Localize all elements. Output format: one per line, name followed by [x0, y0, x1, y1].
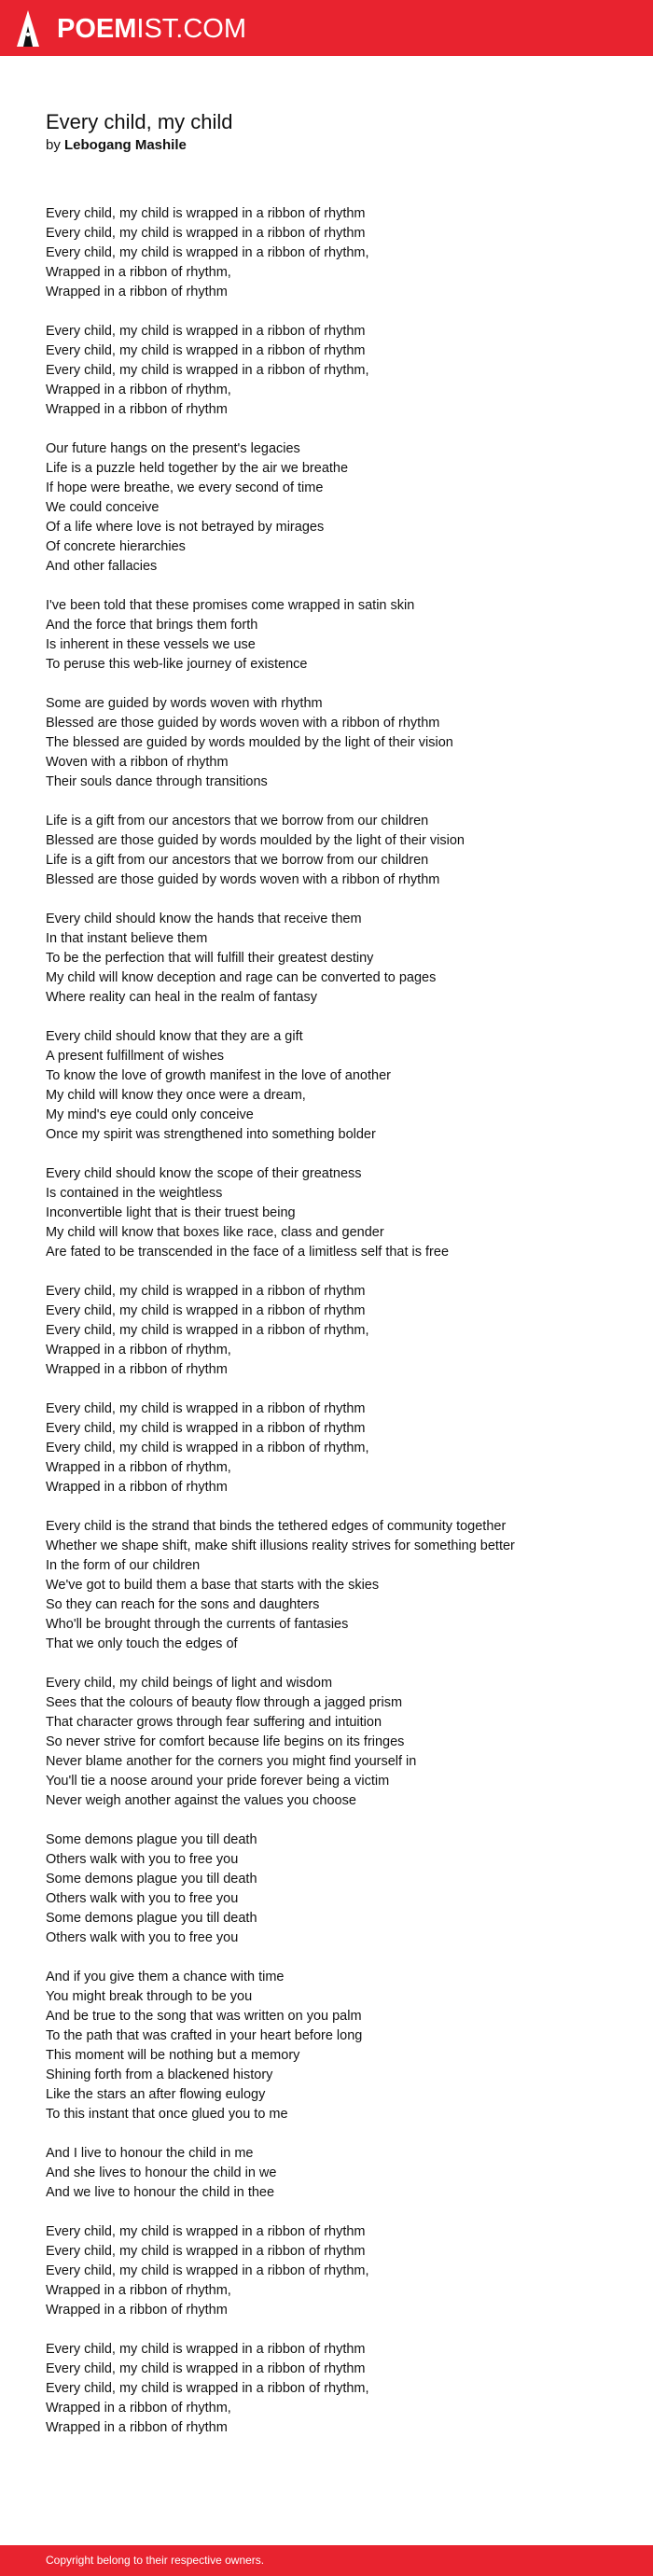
poem-line: Every child should know the hands that receive them [46, 912, 362, 926]
poem-line: Never weigh another against the values you choose [46, 1793, 356, 1808]
poem-line: Blessed are those guided by words woven with a ribbon of rhythm [46, 716, 440, 731]
poem-line: My mind's eye could only conceive [46, 1107, 254, 1122]
stanza [46, 694, 624, 792]
poem-line: Wrapped in a ribbon of rhythm, [46, 1343, 231, 1358]
site-logo[interactable] [57, 13, 246, 45]
poem-line: Every child, my child is wrapped in a ribbon of rhythm [46, 2244, 366, 2259]
poem-line: Whether we shape shift, make shift illusions reality strives for something better [46, 1539, 515, 1553]
author-name[interactable]: Lebogang Mashile [64, 137, 187, 153]
poem-line: Some demons plague you till death [46, 1832, 257, 1847]
poem-line: My child will know deception and rage can be converted to pages [46, 970, 437, 985]
poem-line: Every child, my child is wrapped in a ribbon of rhythm [46, 1421, 366, 1436]
poem-line: Wrapped in a ribbon of rhythm [46, 285, 228, 299]
poem-line: Every child, my child is wrapped in a ribbon of rhythm [46, 343, 366, 358]
poem-line: Their souls dance through transitions [46, 774, 268, 789]
poem-line: Every child, my child is wrapped in a ribbon of rhythm [46, 324, 366, 339]
stanza [46, 322, 624, 420]
poem-line: Life is a gift from our ancestors that we borrow from our children [46, 853, 429, 868]
poem-line: You might break through to be you [46, 1989, 253, 2004]
poem-line: Is inherent in these vessels we use [46, 637, 256, 652]
poem-line: Others walk with you to free you [46, 1891, 239, 1906]
logo-bold-text: POEM [57, 14, 137, 44]
stanza [46, 1674, 624, 1811]
stanza [46, 1968, 624, 2124]
poem-line: Once my spirit was strengthened into something bolder [46, 1127, 376, 1142]
poem-line: Every child should know the scope of their greatness [46, 1166, 362, 1181]
poem-line: Wrapped in a ribbon of rhythm, [46, 265, 231, 280]
poem-line: And other fallacies [46, 559, 158, 574]
stanza [46, 1164, 624, 1262]
stanza [46, 1399, 624, 1497]
poem-line: Wrapped in a ribbon of rhythm [46, 402, 228, 417]
stanza [46, 2222, 624, 2320]
poem-line: And be true to the song that was written on you palm [46, 2009, 362, 2024]
poem-line: To the path that was crafted in your heart before long [46, 2028, 363, 2043]
poem-line: Blessed are those guided by words woven with a ribbon of rhythm [46, 872, 440, 887]
poem-line: So they can reach for the sons and daughters [46, 1597, 320, 1612]
logo-light-text: IST.COM [136, 14, 247, 44]
site-header [0, 0, 653, 56]
byline-prefix: by [46, 137, 61, 153]
poem-line: Every child, my child is wrapped in a ribbon of rhythm, [46, 1323, 369, 1338]
poem-line: Wrapped in a ribbon of rhythm [46, 1480, 228, 1495]
poem-line: In that instant believe them [46, 931, 208, 946]
poem-line: Who'll be brought through the currents of fantasies [46, 1617, 349, 1632]
poem-line: Every child, my child is wrapped in a ribbon of rhythm [46, 1401, 366, 1416]
site-footer [0, 2545, 653, 2576]
poem-content [46, 108, 624, 2458]
stanza [46, 204, 624, 302]
poem-title: Every child, my child [46, 110, 233, 133]
poem-line: Never blame another for the corners you might find yourself in [46, 1754, 417, 1769]
stanza [46, 1831, 624, 1948]
poem-line: Wrapped in a ribbon of rhythm [46, 1362, 228, 1377]
poem-line: Wrapped in a ribbon of rhythm [46, 2303, 228, 2318]
stanza [46, 439, 624, 577]
poem-line: Some are guided by words woven with rhythm [46, 696, 323, 711]
poem-line: That character grows through fear suffering and intuition [46, 1715, 382, 1730]
poem-line: Every child, my child is wrapped in a ribbon of rhythm [46, 1303, 366, 1318]
poem-line: I've been told that these promises come wrapped in satin skin [46, 598, 415, 613]
poem-line: Of a life where love is not betrayed by mirages [46, 520, 325, 535]
pen-nib-icon[interactable] [15, 9, 41, 49]
poem-line: Others walk with you to free you [46, 1930, 239, 1945]
stanza [46, 1027, 624, 1145]
poem-line: My child will know they once were a dream, [46, 1088, 306, 1103]
poem-line: Every child, my child is wrapped in a ribbon of rhythm [46, 2342, 366, 2357]
poem-line: Every child, my child is wrapped in a ribbon of rhythm, [46, 245, 369, 260]
poem-line: We could conceive [46, 500, 160, 515]
poem-line: Every child, my child is wrapped in a ribbon of rhythm, [46, 363, 369, 378]
poem-line: Life is a puzzle held together by the air we breathe [46, 461, 349, 476]
stanza [46, 1517, 624, 1654]
poem-line: And the force that brings them forth [46, 618, 258, 633]
poem-line: Is contained in the weightless [46, 1186, 223, 1201]
poem-line: Shining forth from a blackened history [46, 2068, 273, 2082]
poem-line: Wrapped in a ribbon of rhythm, [46, 383, 231, 397]
poem-line: And if you give them a chance with time [46, 1970, 285, 1984]
byline [46, 136, 624, 155]
poem-line: And we live to honour the child in thee [46, 2185, 275, 2200]
poem-line: Every child, my child is wrapped in a ribbon of rhythm [46, 206, 366, 221]
poem-line: Wrapped in a ribbon of rhythm, [46, 2283, 231, 2298]
poem-line: A present fulfillment of wishes [46, 1049, 225, 1064]
poem-line: Every child is the strand that binds the tethered edges of community together [46, 1519, 507, 1534]
poem-line: Some demons plague you till death [46, 1872, 257, 1887]
poem-body [46, 204, 624, 2438]
poem-line: Every child, my child is wrapped in a ribbon of rhythm [46, 226, 366, 241]
poem-line: To know the love of growth manifest in the love of another [46, 1068, 391, 1083]
poem-line: You'll tie a noose around your pride forever being a victim [46, 1774, 390, 1789]
stanza [46, 1282, 624, 1380]
poem-line: This moment will be nothing but a memory [46, 2048, 300, 2063]
poem-line: Our future hangs on the present's legacies [46, 441, 300, 456]
poem-line: And I live to honour the child in me [46, 2146, 254, 2161]
poem-line: Every child, my child is wrapped in a ribbon of rhythm, [46, 1441, 369, 1455]
poem-line: Every child, my child is wrapped in a ribbon of rhythm [46, 1284, 366, 1299]
poem-line: Life is a gift from our ancestors that we borrow from our children [46, 814, 429, 828]
poem-line: So never strive for comfort because life begins on its fringes [46, 1734, 405, 1749]
stanza [46, 2144, 624, 2203]
poem-line: And she lives to honour the child in we [46, 2165, 277, 2180]
stanza [46, 812, 624, 890]
poem-line: Woven with a ribbon of rhythm [46, 755, 229, 770]
poem-line: The blessed are guided by words moulded by the light of their vision [46, 735, 453, 750]
poem-line: We've got to build them a base that starts with the skies [46, 1578, 380, 1593]
poem-line: Wrapped in a ribbon of rhythm, [46, 2401, 231, 2416]
poem-line: Are fated to be transcended in the face of a limitless self that is free [46, 1245, 450, 1260]
poem-line: Where reality can heal in the realm of fantasy [46, 990, 317, 1005]
poem-line: Every child, my child is wrapped in a ribbon of rhythm [46, 2224, 366, 2239]
poem-line: Others walk with you to free you [46, 1852, 239, 1867]
poem-line: Blessed are those guided by words moulded by the light of their vision [46, 833, 465, 848]
poem-line: In the form of our children [46, 1558, 201, 1573]
poem-line: To be the perfection that will fulfill their greatest destiny [46, 951, 374, 966]
stanza [46, 2340, 624, 2438]
poem-line: Some demons plague you till death [46, 1911, 257, 1926]
poem-line: Every child, my child is wrapped in a ribbon of rhythm, [46, 2381, 369, 2396]
copyright-notice: Copyright belong to their respective owners. [46, 2554, 265, 2567]
poem-line: To this instant that once glued you to me [46, 2107, 288, 2122]
stanza [46, 596, 624, 675]
stanza [46, 910, 624, 1008]
poem-line: Sees that the colours of beauty flow through a jagged prism [46, 1695, 403, 1710]
poem-line: Wrapped in a ribbon of rhythm, [46, 1460, 231, 1475]
poem-line: That we only touch the edges of [46, 1636, 238, 1651]
poem-line: To peruse this web-like journey of existence [46, 657, 308, 672]
poem-line: Every child should know that they are a gift [46, 1029, 303, 1044]
poem-line: Like the stars an after flowing eulogy [46, 2087, 266, 2102]
poem-line: Wrapped in a ribbon of rhythm [46, 2420, 228, 2435]
poem-line: Every child, my child beings of light and wisdom [46, 1676, 333, 1691]
poem-line: Every child, my child is wrapped in a ribbon of rhythm [46, 2361, 366, 2376]
poem-line: Every child, my child is wrapped in a ribbon of rhythm, [46, 2263, 369, 2278]
poem-line: Inconvertible light that is their truest being [46, 1205, 296, 1220]
poem-line: Of concrete hierarchies [46, 539, 186, 554]
poem-line: My child will know that boxes like race, class and gender [46, 1225, 384, 1240]
poem-line: If hope were breathe, we every second of time [46, 480, 324, 495]
